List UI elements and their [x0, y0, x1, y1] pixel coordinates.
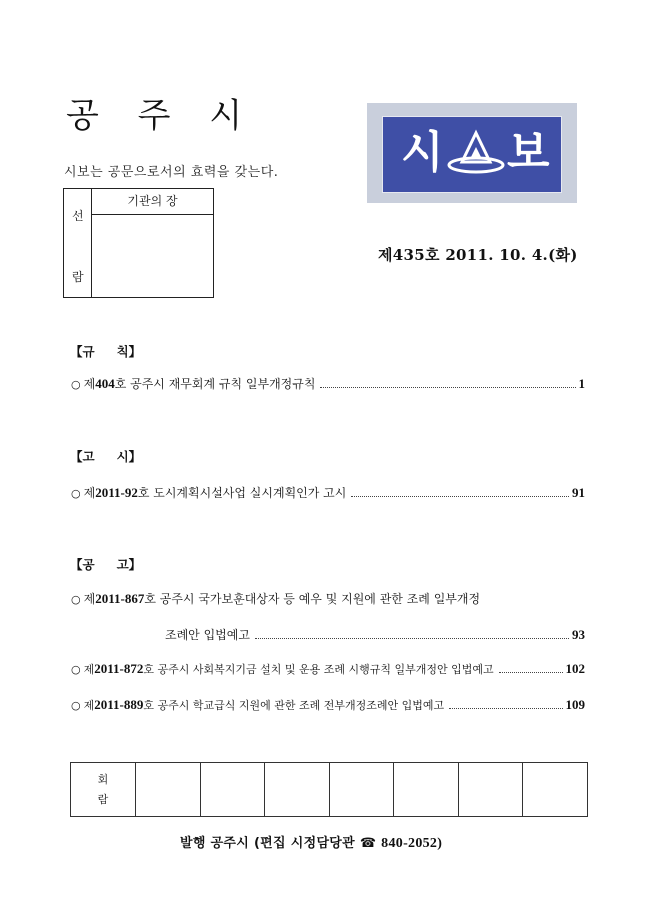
entry-title: 공주시 사회복지기금 설치 및 운용 조례 시행규칙 일부개정안 입법예고: [157, 663, 494, 676]
pyramid-ripple-emblem-icon: [446, 129, 506, 179]
section-heading-announcements: [70, 555, 141, 573]
entry-number: 2011-889: [94, 697, 144, 712]
page-title: 공 주 시: [66, 96, 257, 136]
entry-prefix: 제: [83, 699, 95, 712]
heading-right: 시】: [116, 449, 142, 464]
entry-page: 91: [572, 485, 585, 500]
leader-dots: [449, 707, 562, 709]
entry-page: 1: [578, 376, 585, 391]
circulation-signature-cell: [135, 763, 200, 816]
circulation-label-cell: [71, 763, 135, 816]
heading-left: 【고: [70, 449, 95, 464]
issue-number-date: 제435호 2011. 10. 4.(화): [378, 246, 578, 264]
entry-suffix: 호: [144, 592, 156, 606]
reader-approval-box: [63, 188, 214, 298]
circle-bullet-icon: ○: [71, 593, 81, 606]
publisher-footer: [180, 832, 442, 852]
circulation-signature-cell: [264, 763, 329, 816]
entry-title-continued: 조례안 입법예고: [165, 628, 250, 642]
heading-right: 고】: [116, 557, 142, 572]
reader-side-top: 선: [72, 209, 84, 223]
circulation-signature-cell: [200, 763, 265, 816]
sibo-logo: [367, 103, 577, 203]
circle-bullet-icon: ○: [71, 699, 81, 712]
circulation-signature-cell: [458, 763, 523, 816]
entry-prefix: 제: [83, 377, 96, 391]
toc-entry[interactable]: [71, 375, 585, 392]
toc-entry[interactable]: [71, 484, 585, 501]
circulation-label-top: 회: [97, 772, 109, 786]
section-heading-notices: [70, 447, 141, 465]
heading-left: 【규: [70, 344, 95, 359]
leader-dots: [351, 495, 569, 497]
entry-title: 공주시 재무회계 규칙 일부개정규칙: [130, 377, 316, 391]
phone-number: 840-2052): [381, 836, 443, 851]
section-heading-rules: [70, 342, 141, 360]
publisher-text: 발행 공주시 (편집 시정담당관: [180, 836, 356, 851]
entry-suffix: 호: [137, 486, 150, 500]
leader-dots: [499, 671, 563, 673]
circulation-signature-cell: [522, 763, 587, 816]
entry-title: 공주시 국가보훈대상자 등 예우 및 지원에 관한 조례 일부개정: [159, 592, 481, 606]
toc-entry-continuation[interactable]: [165, 626, 585, 643]
entry-number: 2011-867: [95, 591, 145, 606]
entry-prefix: 제: [83, 663, 95, 676]
entry-prefix: 제: [83, 592, 96, 606]
circulation-signature-cell: [329, 763, 394, 816]
entry-suffix: 호: [114, 377, 127, 391]
entry-page: 102: [565, 661, 585, 676]
toc-entry[interactable]: [71, 590, 585, 607]
circle-bullet-icon: ○: [71, 487, 81, 500]
logo-panel: [382, 116, 562, 193]
logo-right-char: 보: [507, 127, 550, 178]
reader-head-label: 기관의 장: [92, 189, 213, 215]
toc-entry[interactable]: [71, 661, 585, 677]
toc-entry[interactable]: [71, 697, 585, 713]
leader-dots: [255, 637, 569, 639]
logo-left-char: 시: [401, 127, 444, 178]
circulation-signature-cell: [393, 763, 458, 816]
telephone-icon: ☎: [359, 836, 377, 851]
circulation-table: [70, 762, 588, 817]
circle-bullet-icon: ○: [71, 663, 81, 676]
subtitle: 시보는 공문으로서의 효력을 갖는다.: [64, 165, 279, 180]
heading-right: 칙】: [116, 344, 142, 359]
leader-dots: [320, 386, 575, 388]
entry-number: 2011-92: [95, 485, 138, 500]
entry-prefix: 제: [83, 486, 96, 500]
entry-page: 109: [565, 697, 585, 712]
circle-bullet-icon: ○: [71, 378, 81, 391]
entry-number: 2011-872: [94, 661, 144, 676]
circulation-label-bottom: 람: [97, 792, 109, 806]
reader-side-bottom: 람: [72, 270, 84, 284]
entry-title: 공주시 학교급식 지원에 관한 조례 전부개정조례안 입법예고: [157, 699, 445, 712]
entry-suffix: 호: [143, 663, 155, 676]
entry-suffix: 호: [143, 699, 155, 712]
entry-number: 404: [95, 376, 115, 391]
entry-page: 93: [572, 627, 585, 642]
heading-left: 【공: [70, 557, 95, 572]
entry-title: 도시계획시설사업 실시계획인가 고시: [153, 486, 347, 500]
reader-side-label: [64, 189, 92, 297]
